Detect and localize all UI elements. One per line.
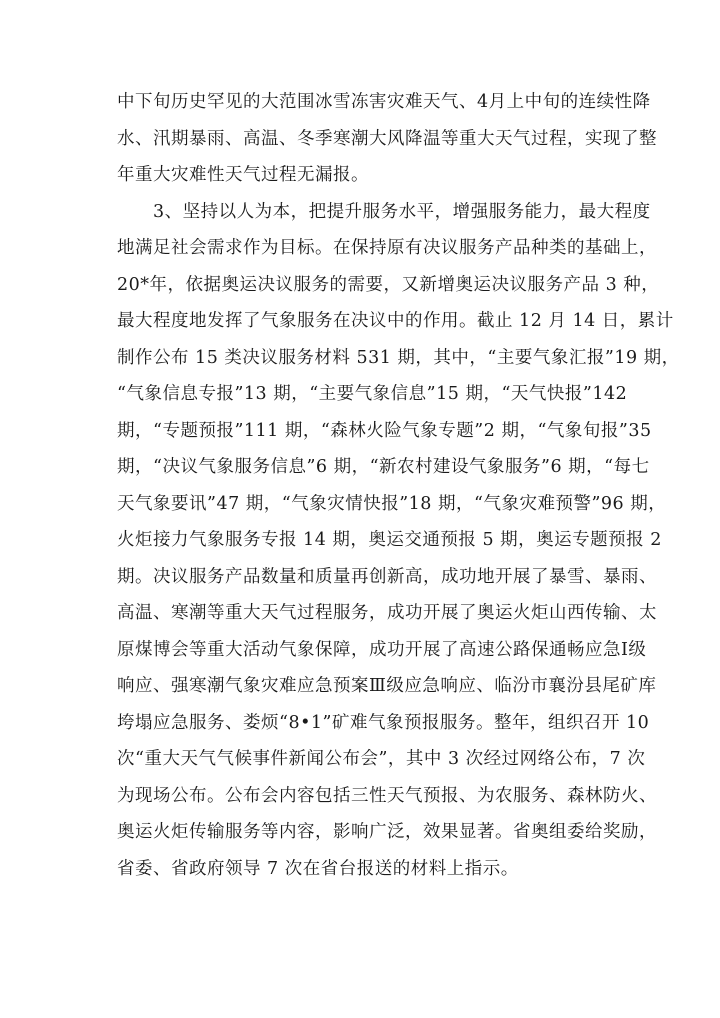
- text-line-7: 最大程度地发挥了气象服务在决议中的作用。截止 12 月 14 日，累计: [117, 311, 674, 331]
- text-line-2: 水、汛期暴雨、高温、冬季寒潮大风降温等重大天气过程，实现了整: [117, 128, 657, 149]
- text-line-15: 高温、寒潮等重大天气过程服务，成功开展了奥运火炬山西传输、太: [117, 603, 657, 623]
- text-line-21: 奥运火炬传输服务等内容，影响广泛，效果显著。省奥组委给奖励，: [117, 822, 657, 842]
- text-line-5: 地满足社会需求作为目标。在保持原有决议服务产品种类的基础上，: [117, 238, 657, 258]
- text-line-8: 制作公布 15 类决议服务材料 531 期，其中，“主要气象汇报”19 期，: [117, 347, 680, 368]
- text-line-6: 20*年，依据奥运决议服务的需要，又新增奥运决议服务产品 3 种，: [117, 274, 660, 295]
- text-line-19: 次“重大天气气候事件新闻公布会”，其中 3 次经过网络公布，7 次: [117, 749, 646, 769]
- text-line-9: “气象信息专报”13 期，“主要气象信息”15 期，“天气快报”142: [117, 384, 628, 404]
- text-line-4: 3、坚持以人为本，把提升服务水平，增强服务能力，最大程度: [153, 201, 651, 222]
- text-line-11: 期，“决议气象服务信息”6 期，“新农村建设气象服务”6 期，“每七: [117, 457, 650, 477]
- text-line-10: 期，“专题预报”111 期，“森林火险气象专题”2 期，“气象旬报”35: [117, 420, 652, 441]
- text-line-14: 期。决议服务产品数量和质量再创新高，成功地开展了暴雪、暴雨、: [117, 566, 657, 587]
- text-line-18: 垮塌应急服务、娄烦“8•1”矿难气象预报服务。整年，组织召开 10: [117, 712, 650, 733]
- text-line-17: 响应、强寒潮气象灾难应急预案Ⅲ级应急响应、临汾市襄汾县尾矿库: [117, 676, 657, 696]
- text-line-3: 年重大灾难性天气过程无漏报。: [117, 165, 369, 185]
- text-line-13: 火炬接力气象服务专报 14 期，奥运交通预报 5 期，奥运专题预报 2: [117, 530, 662, 550]
- text-line-20: 为现场公布。公布会内容包括三性天气预报、为农服务、森林防火、: [117, 785, 657, 806]
- text-line-22: 省委、省政府领导 7 次在省台报送的材料上指示。: [117, 858, 519, 879]
- text-line-12: 天气象要讯”47 期，“气象灾情快报”18 期，“气象灾难预警”96 期，: [117, 493, 667, 514]
- body-text: [117, 84, 680, 887]
- text-line-1: 中下旬历史罕见的大范围冰雪冻害灾难天气、4月上中旬的连续性降: [117, 92, 651, 112]
- text-line-16: 原煤博会等重大活动气象保障，成功开展了高速公路保通畅应急Ⅰ级: [117, 639, 647, 660]
